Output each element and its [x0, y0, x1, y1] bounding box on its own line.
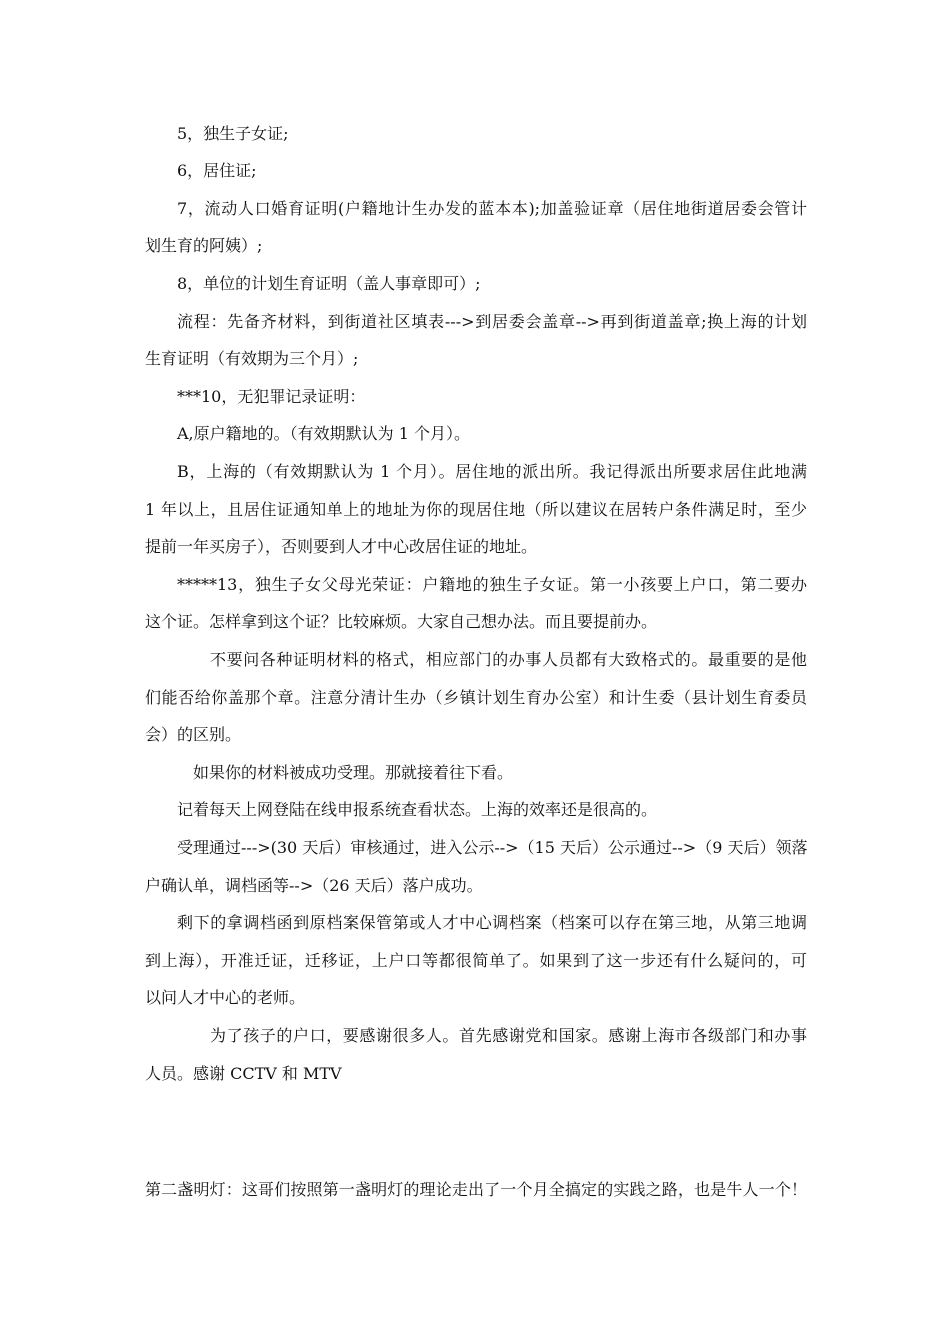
item-10-b-line-2: 1 年以上，且居住证通知单上的地址为你的现居住地（所以建议在居转户条件满足时，至少 [145, 500, 807, 519]
note-line-3: 会）的区别。 [145, 725, 242, 744]
process-line-2: 生育证明（有效期为三个月）; [145, 349, 359, 368]
item-10-b-line-1: B，上海的（有效期默认为 1 个月）。居住地的派出所。我记得派出所要求居住此地满 [177, 462, 807, 481]
list-item-5: 5，独生子女证; [177, 124, 289, 143]
second-lamp-heading: 第二盏明灯：这哥们按照第一盏明灯的理论走出了一个月全搞定的实践之路，也是牛人一个！ [145, 1180, 807, 1199]
item-10-heading: ***10，无犯罪记录证明： [177, 387, 366, 406]
list-item-7-line-1: 7，流动人口婚育证明(户籍地计生办发的蓝本本);加盖验证章（居住地街道居委会管计 [177, 199, 807, 218]
item-10-b-line-3: 提前一年买房子），否则要到人才中心改居住证的地址。 [145, 537, 538, 556]
item-13-line-1: *****13，独生子女父母光荣证：户籍地的独生子女证。第一小孩要上户口，第二要办 [177, 575, 807, 594]
remaining-line-2: 到上海），开准迁证，迁移证，上户口等都很简单了。如果到了这一步还有什么疑问的，可 [145, 951, 807, 970]
list-item-6: 6，居住证; [177, 161, 257, 180]
item-13-line-2: 这个证。怎样拿到这个证？比较麻烦。大家自己想办法。而且要提前办。 [145, 612, 658, 631]
thanks-line-1: 为了孩子的户口，要感谢很多人。首先感谢党和国家。感谢上海市各级部门和办事 [210, 1026, 807, 1045]
accepted-line: 如果你的材料被成功受理。那就接着往下看。 [193, 763, 514, 782]
remaining-line-3: 以问人才中心的老师。 [145, 988, 306, 1007]
note-line-1: 不要问各种证明材料的格式，相应部门的办事人员都有大致格式的。最重要的是他 [210, 650, 807, 669]
list-item-8: 8，单位的计划生育证明（盖人事章即可）; [177, 274, 481, 293]
item-10-a: A,原户籍地的。（有效期默认为 1 个月）。 [177, 424, 470, 443]
note-line-2: 们能否给你盖那个章。注意分清计生办（乡镇计划生育办公室）和计生委（县计划生育委员 [145, 688, 807, 707]
process-line-1: 流程：先备齐材料，到街道社区填表--->到居委会盖章-->再到街道盖章;换上海的计划 [177, 312, 807, 331]
remaining-line-1: 剩下的拿调档函到原档案保管第或人才中心调档案（档案可以存在第三地，从第三地调 [177, 913, 807, 932]
timeline-line-2: 户确认单，调档函等-->（26 天后）落户成功。 [145, 876, 483, 895]
thanks-line-2: 人员。感谢 CCTV 和 MTV [145, 1064, 342, 1083]
check-status-line: 记着每天上网登陆在线申报系统查看状态。上海的效率还是很高的。 [177, 800, 658, 819]
timeline-line-1: 受理通过--->(30 天后）审核通过，进入公示-->（15 天后）公示通过-->（9 天后）领落 [177, 838, 808, 857]
list-item-7-line-2: 划生育的阿姨）; [145, 236, 263, 255]
